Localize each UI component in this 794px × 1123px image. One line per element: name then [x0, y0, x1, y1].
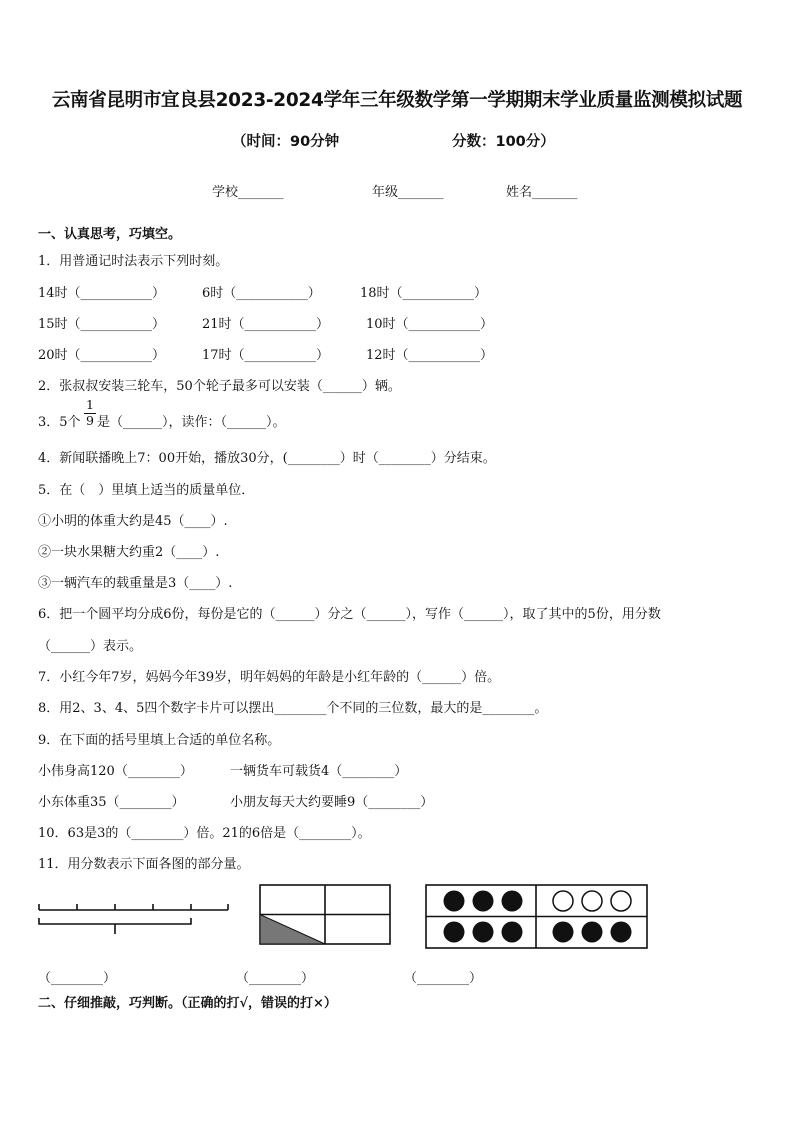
question-3-prefix: 3．5个 [38, 415, 81, 430]
section-1-heading: 一、认真思考，巧填空。 [38, 227, 182, 242]
fraction [84, 398, 96, 428]
question-9: 9．在下面的括号里填上合适的单位名称。 [38, 733, 281, 748]
question-11: 11．用分数表示下面各图的部分量。 [38, 857, 250, 872]
q1-cell: 12时（___________） [366, 348, 494, 363]
brace [39, 918, 191, 924]
shaded-rectangle-figure [259, 884, 392, 946]
q1-cell: 14时（___________） [38, 286, 166, 301]
q11-answer-blank: （________） [236, 971, 315, 986]
filled-circle [611, 922, 632, 943]
section-2-heading: 二、仔细推敲，巧判断。（正确的打√，错误的打×） [38, 996, 337, 1011]
q11-answer-blank: （________） [404, 971, 483, 986]
q1-cell: 6时（___________） [202, 286, 321, 301]
school-field: 学校_______ [212, 185, 284, 200]
question-6: 6．把一个圆平均分成6份，每份是它的（______）分之（______），写作（______），取了其中的5份，用分数 [38, 607, 661, 622]
question-5: 5．在（ ）里填上适当的质量单位． [38, 483, 255, 498]
q9-cell: 小伟身高120（________） [38, 764, 193, 779]
grade-field: 年级_______ [372, 185, 444, 200]
q1-cell: 15时（___________） [38, 317, 166, 332]
name-field: 姓名_______ [506, 185, 578, 200]
filled-circle [553, 922, 574, 943]
question-4: 4．新闻联播晚上7：00开始，播放30分，(________）时（________）分结束。 [38, 451, 496, 466]
question-3-suffix: 是（______），读作：（______）。 [97, 415, 286, 430]
question-6-continued: （______）表示。 [38, 639, 143, 654]
q5-item: ①小明的体重大约是45（____）. [38, 514, 228, 529]
q5-item: ②一块水果糖大约重2（____）. [38, 545, 220, 560]
exam-score: 分数：100分） [452, 134, 555, 150]
q5-item: ③一辆汽车的载重量是3（____）. [38, 576, 233, 591]
question-10: 10．63是3的（________）倍。21的6倍是（________）。 [38, 826, 371, 841]
circles-figure [425, 884, 649, 950]
empty-circle [582, 891, 602, 911]
page-title: 云南省昆明市宜良县2023-2024学年三年级数学第一学期期末学业质量监测模拟试题 [51, 90, 743, 111]
q1-cell: 20时（___________） [38, 348, 166, 363]
empty-circle [553, 891, 573, 911]
shaded-triangle [260, 915, 325, 945]
filled-circle [582, 922, 603, 943]
question-2: 2．张叔叔安装三轮车，50个轮子最多可以安装（______）辆。 [38, 379, 401, 394]
q9-cell: 一辆货车可载货4（________） [230, 764, 408, 779]
q1-cell: 18时（___________） [360, 286, 488, 301]
filled-circle [502, 891, 523, 912]
q1-cell: 17时（___________） [202, 348, 330, 363]
q1-cell: 10时（___________） [366, 317, 494, 332]
filled-circle [444, 922, 465, 943]
fraction-numerator: 1 [86, 397, 94, 412]
filled-circle [473, 891, 494, 912]
question-8: 8．用2、3、4、5四个数字卡片可以摆出________个不同的三位数，最大的是________。 [38, 701, 548, 716]
segment-line-figure [36, 898, 232, 940]
question-7: 7．小红今年7岁，妈妈今年39岁，明年妈妈的年龄是小红年龄的（______）倍。 [38, 670, 501, 685]
q9-cell: 小东体重35（________） [38, 795, 185, 810]
exam-time: （时间：90分钟 [232, 134, 340, 150]
empty-circle [611, 891, 631, 911]
fraction-denominator: 9 [86, 413, 94, 428]
q9-cell: 小朋友每天大约要睡9（________） [230, 795, 434, 810]
q1-cell: 21时（___________） [202, 317, 330, 332]
filled-circle [444, 891, 465, 912]
filled-circle [502, 922, 523, 943]
filled-circle [473, 922, 494, 943]
q11-answer-blank: （________） [38, 971, 117, 986]
question-1: 1．用普通记时法表示下列时刻。 [38, 254, 229, 269]
